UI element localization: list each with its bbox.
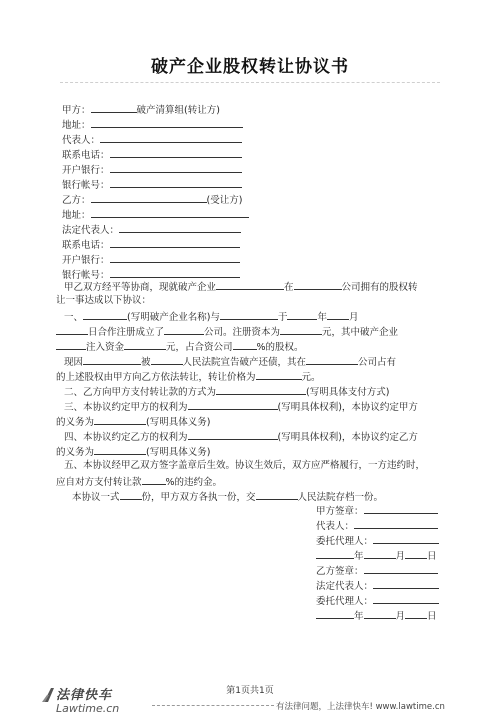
party-a-address: 地址： <box>62 118 243 132</box>
party-b-phone: 联系电话： <box>62 238 240 252</box>
document-title: 破产企业股权转让协议书 <box>151 57 349 77</box>
party-a-rep-sign: 代表人： <box>316 519 438 533</box>
footer-divider <box>152 705 274 706</box>
page-number: 第1页共1页 <box>226 686 274 696</box>
clause-4-line-2: 的义务为 (写明具体义务) <box>56 447 211 458</box>
party-b-label: 乙方： <box>62 195 91 206</box>
clause-4-line-1: 四、本协议约定乙方的权利为 (写明具体权利)，本协议约定乙方 <box>64 432 418 443</box>
clause-1-line-2: 日合作注册成立了 公司。注册资本为 元，其中破产企业 <box>56 325 398 339</box>
party-a-account: 银行帐号： <box>62 178 242 192</box>
copies-line: 本协议一式 份，甲方双方各执一份，交 人民法院存档一份。 <box>72 492 384 503</box>
party-a-line <box>62 103 220 117</box>
clause-5-line-1: 五、本协议经甲乙双方签字盖章后生效。协议生效后，双方应严格履行，一方违约时， <box>64 460 426 471</box>
clause-now-line-2: 的上述股权由甲方向乙方依法转让，转让价格为 元。 <box>56 372 321 383</box>
party-a-date: 年 月 日 <box>316 549 437 563</box>
party-a-suffix: 破产清算组(转让方) <box>136 105 220 116</box>
party-a-signature: 甲方签章： <box>316 504 438 518</box>
party-b-line <box>62 193 242 207</box>
intro-line-1: 甲乙双方经平等协商，现就破产企业 在 公司拥有的股权转 <box>64 282 418 293</box>
party-b-legal-rep-sign: 法定代表人： <box>316 579 439 593</box>
clause-3-line-2: 的义务为 (写明具体义务) <box>56 417 211 428</box>
party-b-account: 银行帐号： <box>62 268 240 282</box>
footer-slogan: 有法律问题，上法律快车! www.lawtime.cn <box>276 702 445 712</box>
party-b-signature: 乙方签章： <box>316 564 438 578</box>
party-b-legal-rep: 法定代表人： <box>62 223 241 237</box>
clause-now-line-1: 现因 被 人民法院宣告破产还债，其在 公司占有 <box>64 357 397 368</box>
logo-chinese: 法律快车 <box>56 688 113 703</box>
title-divider <box>60 82 440 83</box>
party-b-address: 地址： <box>62 208 249 222</box>
party-b-suffix: (受让方) <box>206 195 243 206</box>
clause-2: 二、乙方向甲方支付转让款的方式为 (写明具体支付方式) <box>64 387 390 398</box>
party-a-agent-sign: 委托代理人： <box>316 534 439 548</box>
party-a-representative: 代表人： <box>62 133 242 147</box>
clause-1-line-1: 一、 (写明破产企业名称)与 于 年 月 <box>64 312 359 323</box>
clause-5-line-2: 应自对方支付转让款 %的违约金。 <box>56 477 223 488</box>
blank <box>91 103 137 113</box>
intro-line-2: 让一事达成以下协议： <box>56 295 152 306</box>
party-b-date: 年 月 日 <box>316 609 437 623</box>
clause-1-line-3: 注入资金 元，占合资公司 %的股权。 <box>56 340 304 354</box>
party-b-agent-sign: 委托代理人： <box>316 594 439 608</box>
party-a-phone: 联系电话： <box>62 148 242 162</box>
party-b-bank: 开户银行： <box>62 253 240 267</box>
party-a-bank: 开户银行： <box>62 163 242 177</box>
clause-3-line-1: 三、本协议约定甲方的权利为 (写明具体权利)，本协议约定甲方 <box>64 402 418 413</box>
logo-english: Lawtime.cn <box>56 702 120 715</box>
party-a-label: 甲方： <box>62 105 91 116</box>
